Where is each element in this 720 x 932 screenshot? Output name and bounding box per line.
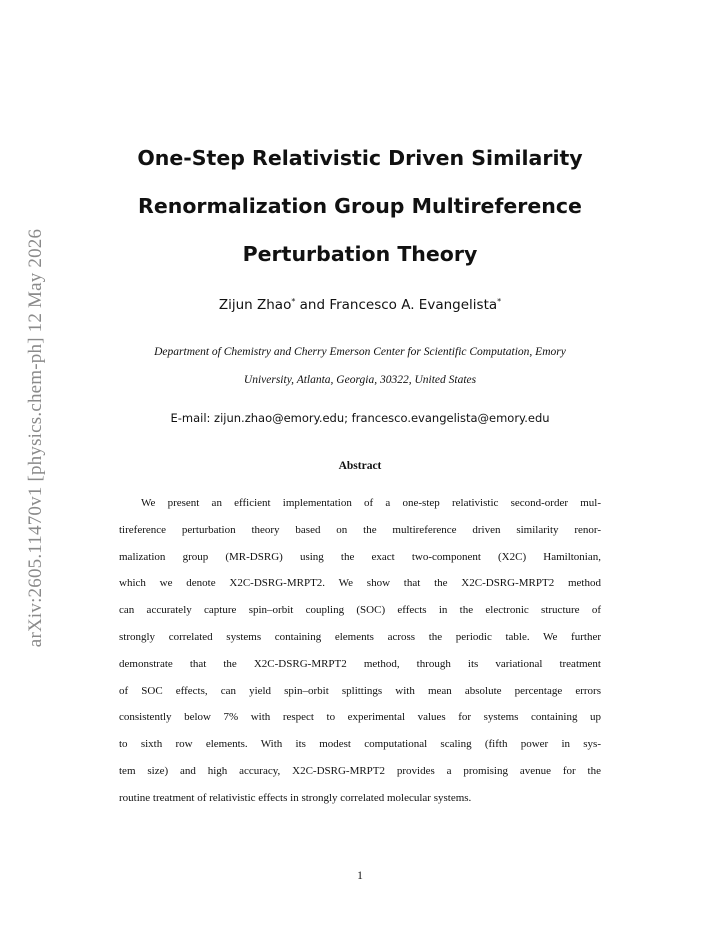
- page-number: 1: [357, 870, 363, 882]
- title-line: One-Step Relativistic Driven Similarity: [137, 146, 583, 170]
- abstract-line: strongly correlated systems containing elements across the periodic table. We further: [119, 630, 601, 643]
- affiliation-line: University, Atlanta, Georgia, 30322, United States: [243, 374, 477, 386]
- affiliation-line: Department of Chemistry and Cherry Emerson Center for Scientific Computation, Emory: [154, 346, 566, 358]
- author-name: Zijun Zhao: [218, 297, 292, 313]
- abstract-line: routine treatment of relativistic effects in strongly correlated molecular systems.: [119, 791, 472, 804]
- author-list: [90, 297, 630, 313]
- corresponding-author-mark: *: [497, 297, 502, 306]
- abstract-line: demonstrate that the X2C-DSRG-MRPT2 method, through its variational treatment: [119, 657, 601, 670]
- corresponding-author-mark: *: [291, 297, 296, 306]
- title-line: Perturbation Theory: [242, 242, 478, 266]
- arxiv-identifier-text: arXiv:2605.11470v1 [physics.chem-ph] 12 May 2026: [25, 228, 46, 648]
- abstract-line: consistently below 7% with respect to experimental values for systems containing up: [119, 711, 601, 724]
- abstract-line: tem size) and high accuracy, X2C-DSRG-MRPT2 provides a promising avenue for the: [119, 764, 601, 777]
- abstract-line: can accurately capture spin–orbit coupling (SOC) effects in the electronic structure of: [119, 604, 601, 617]
- author-name: Francesco A. Evangelista: [329, 297, 498, 313]
- author-conjunction: and: [295, 297, 330, 313]
- abstract-line: which we denote X2C-DSRG-MRPT2. We show that the X2C-DSRG-MRPT2 method: [119, 577, 601, 590]
- paper-title: [90, 134, 630, 278]
- title-line: Renormalization Group Multireference: [138, 194, 582, 218]
- abstract-line: tireference perturbation theory based on the multireference driven similarity renor-: [119, 523, 601, 536]
- abstract-line: of SOC effects, can yield spin–orbit splittings with mean absolute percentage errors: [119, 684, 601, 697]
- contact-email: E-mail: zijun.zhao@emory.edu; francesco.evangelista@emory.edu: [170, 411, 550, 425]
- abstract-body: [119, 490, 601, 812]
- affiliation: [60, 338, 660, 394]
- abstract-line: malization group (MR-DSRG) using the exact two-component (X2C) Hamiltonian,: [119, 550, 601, 563]
- abstract-line: We present an efficient implementation of a one-step relativistic second-order mul-: [141, 497, 601, 509]
- abstract-heading: Abstract: [338, 460, 382, 472]
- abstract-line: to sixth row elements. With its modest computational scaling (fifth power in sys-: [119, 738, 601, 751]
